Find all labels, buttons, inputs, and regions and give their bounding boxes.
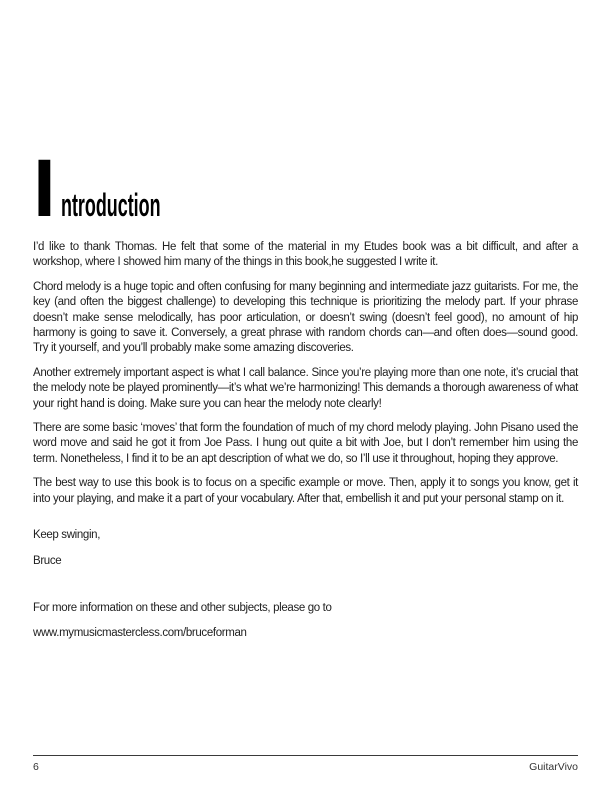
signoff-line: Keep swingin, xyxy=(33,529,101,542)
website-url: www.mymusicmastercless.com/bruceforman xyxy=(33,627,247,640)
paragraph: The best way to use this book is to focus on a specific example or move. Then, apply it to songs you know, get it into your playing, and make it a part of your vocabulary. After that, embellish it and put your personal stamp on it. xyxy=(33,477,578,505)
paragraph: Chord melody is a huge topic and often confusing for many beginning and intermediate jazz guitarists. For me, the key (and often the biggest challenge) to developing this technique is prioritizing the melody part. If your phrase doesn’t make sense melodically, has poor articulation, or doesn’t swing (doesn’t feel good), no amount of hip harmony is going to save it. Conversely, a great phrase with random chords can—and often does—sound good. Try it yourself, and you’ll probably make some amazing discoveries. xyxy=(33,280,578,355)
paragraph: Another extremely important aspect is what I call balance. Since you’re playing more than one note, it’s crucial that the melody note be played prominently—it’s what we’re harmonizing! This demands a thorough awareness of what your right hand is doing. Make sure you can hear the melody note clearly! xyxy=(33,366,578,410)
page-footer xyxy=(33,755,578,773)
publisher-brand: GuitarVivo xyxy=(529,761,578,773)
paragraph: There are some basic ‘moves’ that form the foundation of much of my chord melody playing. John Pisano used the word move and said he got it from Joe Pass. I hung out quite a bit with Joe, but I don’t remember him using the term. Nonetheless, I find it to be an apt description of what we do, so I’ll use it throughout, hoping they approve. xyxy=(33,422,578,465)
info-line: For more information on these and other subjects, please go to xyxy=(33,601,332,614)
body-text xyxy=(33,240,578,642)
page-number: 6 xyxy=(33,761,39,773)
drop-cap-letter: I xyxy=(33,143,56,234)
chapter-heading-text: ntroduction xyxy=(60,187,161,223)
page-content xyxy=(33,0,578,642)
chapter-heading xyxy=(33,143,578,234)
paragraph: I’d like to thank Thomas. He felt that some of the material in my Etudes book was a bit difficult, and after a workshop, where I showed him many of the things in this book,he suggested I write it. xyxy=(33,241,578,269)
signoff-name: Bruce xyxy=(33,554,62,567)
